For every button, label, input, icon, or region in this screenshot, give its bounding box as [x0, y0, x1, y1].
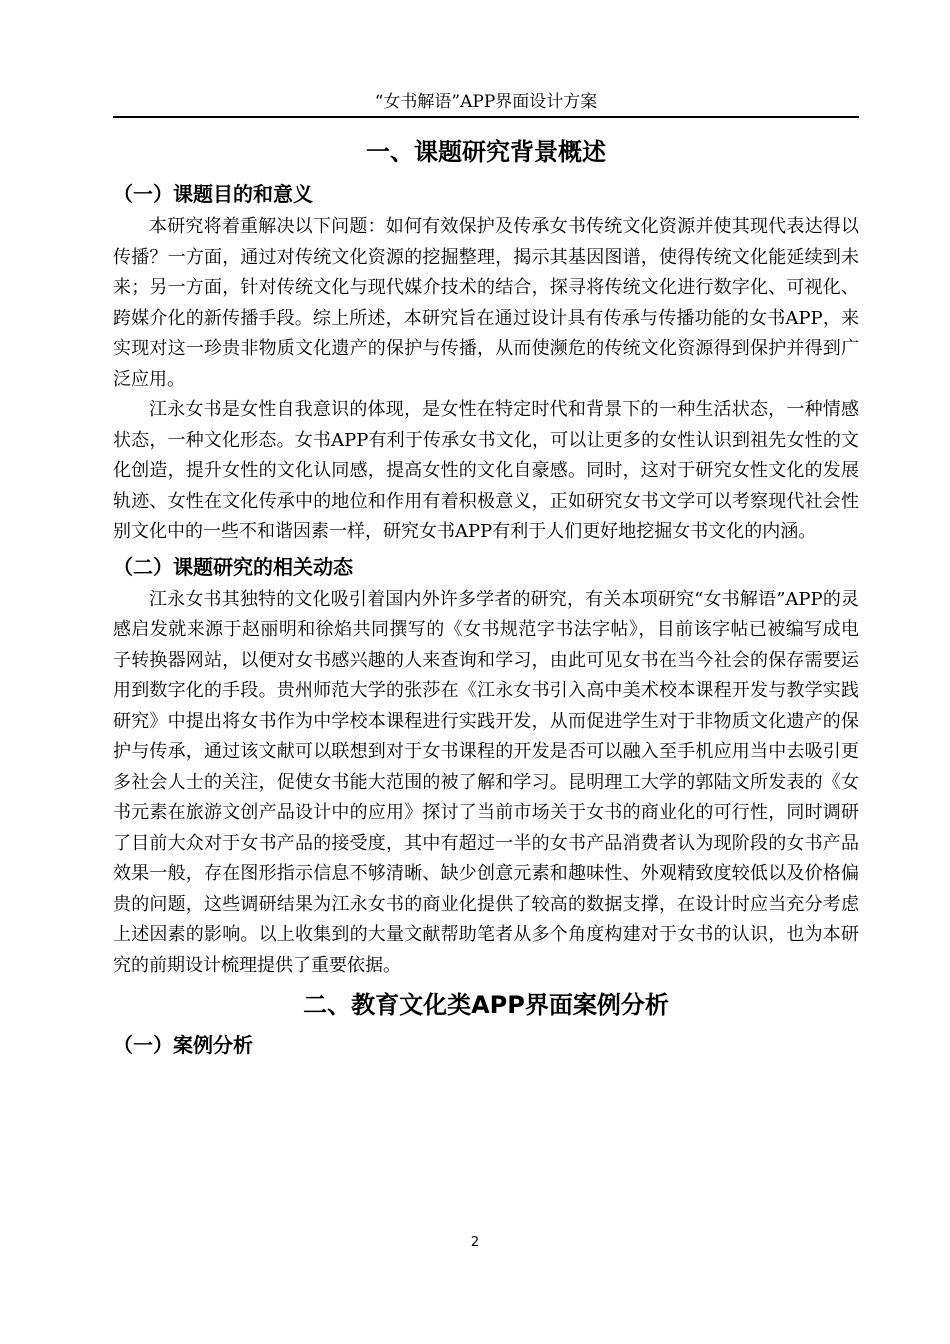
paragraph: 江永女书其独特的文化吸引着国内外许多学者的研究，有关本项研究“女书解语”APP的灵感启发就来源于赵丽明和徐焰共同撰写的《女书规范字书法字帖》，目前该字帖已被编写成电子转换器网站，以便对女书感兴趣的人来查询和学习，由此可见女书在当今社会的保存需要运用到数字化的手段。贵州师范大学的张莎在《江永女书引入高中美术校本课程开发与教学实践研究》中提出将女书作为中学校本课程进行实践开发，从而促进学生对于非物质文化遗产的保护与传承，通过该文献可以联想到对于女书课程的开发是否可以融入至手机应用当中去吸引更多社会人士的关注，促使女书能大范围的被了解和学习。昆明理工大学的郭陆文所发表的《女书元素在旅游文创产品设计中的应用》探讨了当前市场关于女书的商业化的可行性，同时调研了目前大众对于女书产品的接受度，其中有超过一半的女书产品消费者认为现阶段的女书产品效果一般，存在图形指示信息不够清晰、缺少创意元素和趣味性、外观精致度较低以及价格偏贵的问题，这些调研结果为江永女书的商业化提供了较高的数据支撑，在设计时应当充分考虑上述因素的影响。以上收集到的大量文献帮助笔者从多个角度构建对于女书的认识，也为本研究的前期设计梳理提供了重要依据。 — [113, 588, 859, 976]
paragraph: 江永女书是女性自我意识的体现，是女性在特定时代和背景下的一种生活状态，一种情感状态，一种文化形态。女书APP有利于传承女书文化，可以让更多的女性认识到祖先女性的文化创造，提升女性的文化认同感，提高女性的文化自豪感。同时，这对于研究女性文化的发展轨迹、女性在文化传承中的地位和作用有着积极意义，正如研究女书文学可以考察现代社会性别文化中的一些不和谐因素一样，研究女书APP有利于人们更好地挖掘女书文化的内涵。 — [113, 399, 859, 542]
page-number: 2 — [470, 1235, 480, 1250]
paragraph: 本研究将着重解决以下问题：如何有效保护及传承女书传统文化资源并使其现代表达得以传播？一方面，通过对传统文化资源的挖掘整理，揭示其基因图谱，使得传统文化能延续到未来；另一方面，针对传统文化与现代媒介技术的结合，探寻将传统文化进行数字化、可视化、跨媒介化的新传播手段。综上所述，本研究旨在通过设计具有传承与传播功能的女书APP，来实现对这一珍贵非物质文化遗产的保护与传播，从而使濒危的传统文化资源得到保护并得到广泛应用。 — [113, 216, 859, 390]
section-2-title: 二、教育文化类APP界面案例分析 — [303, 991, 669, 1019]
section-1-1-title: （一）课题目的和意义 — [113, 182, 313, 206]
header-rule — [113, 116, 859, 118]
running-header: “女书解语”APP界面设计方案 — [374, 92, 598, 112]
section-1-title: 一、课题研究背景概述 — [366, 138, 606, 166]
section-2-1-title: （一）案例分析 — [113, 1033, 253, 1057]
section-1-2-title: （二）课题研究的相关动态 — [113, 554, 353, 579]
document-body — [113, 132, 859, 1063]
